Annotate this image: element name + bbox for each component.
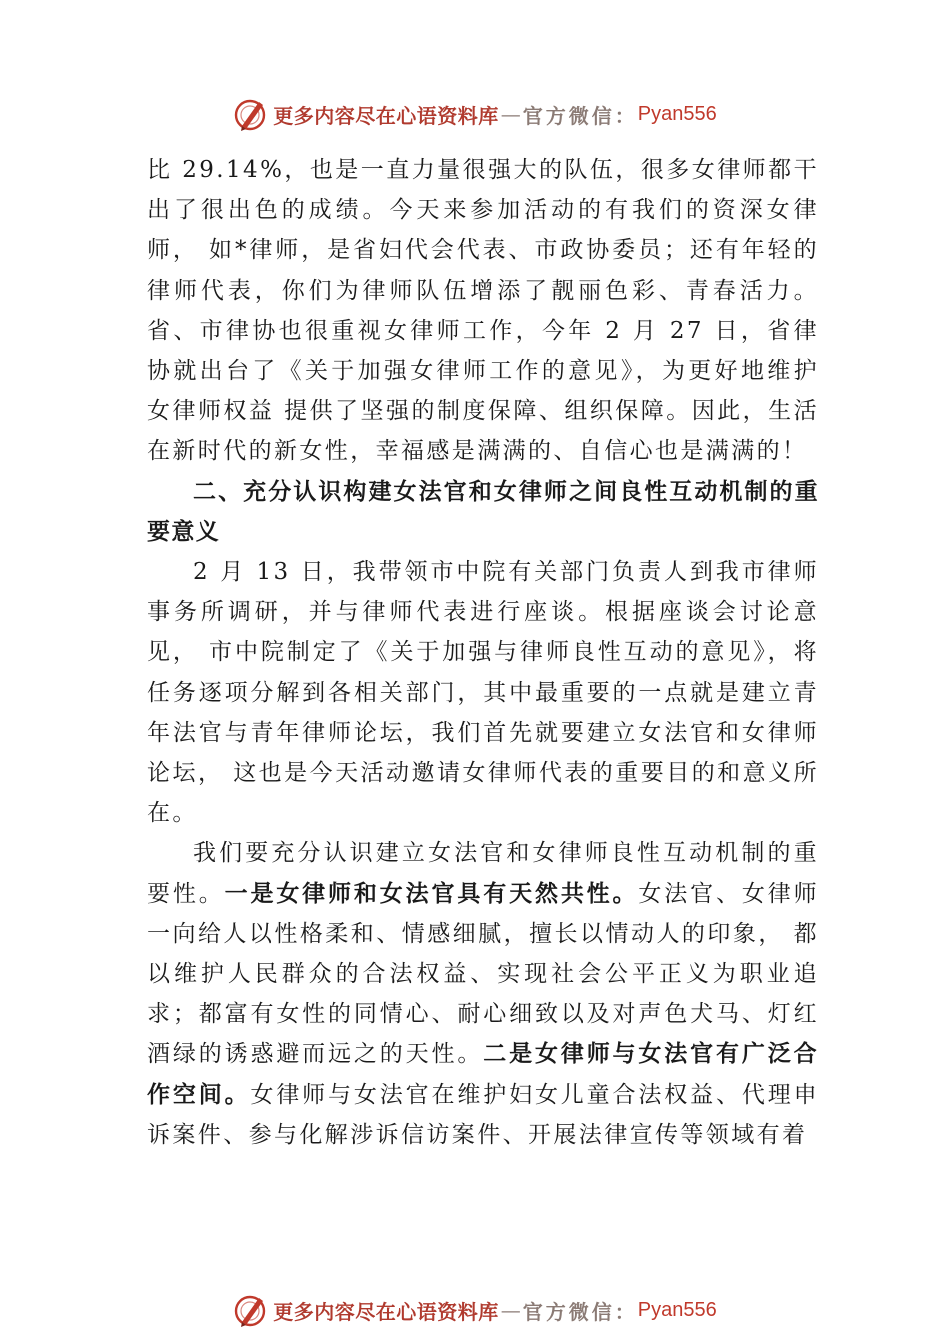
header-banner [0, 94, 950, 134]
pen-logo-icon [233, 96, 269, 132]
document-body [147, 150, 819, 1155]
banner-wechat-id: Pyan556 [637, 102, 717, 125]
point-1-heading: 一是女律师和女法官具有天然共性。 [224, 879, 639, 907]
paragraph-2: 2 月 13 日，我带领市中院有关部门负责人到我市律师事务所调研，并与律师代表进行座谈。根据座谈会讨论意见， 市中院制定了《关于加强与律师良性互动的意见》，将任务逐项分解到各相关部门，其中最重要的一点就是建立青年法官与青年律师论坛，我们首先就要建立女法官和女律师论坛， 这也是今天活动邀请女律师代表的重要目的和意义所在。 [147, 559, 819, 827]
section-heading-2: 二、充分认识构建女法官和女律师之间良性互动机制的重要意义 [147, 478, 819, 545]
banner-separator: — [500, 1298, 521, 1322]
point-2-text: 女律师与女法官在维护妇女儿童合法权益、代理申诉案件、参与化解涉诉信访案件、开展法律宣传等领域有着 [147, 1081, 819, 1148]
pen-logo-icon [233, 1292, 269, 1328]
banner-separator: — [500, 102, 521, 126]
footer-banner [0, 1290, 950, 1330]
paragraph-3 [147, 833, 819, 1155]
banner-title: 更多内容尽在心语资料库 [273, 1299, 499, 1324]
paragraph-1: 比 29.14%，也是一直力量很强大的队伍，很多女律师都干出了很出色的成绩。今天来参加活动的有我们的资深女律师， 如*律师，是省妇代会代表、市政协委员；还有年轻的律师代表，你们为律师队伍增添了靓丽色彩、青春活力。省、市律协也很重视女律师工作，今年 2 月 27 日，省律协就出台了《关于加强女律师工作的意见》，为更好地维护女律师权益 提供了坚强的制度保障、组织保障。因此，生活在新时代的新女性，幸福感是满满的、自信心也是满满的！ [147, 157, 819, 465]
banner-wechat-label: 官方微信： [522, 1299, 638, 1324]
banner-wechat-id: Pyan556 [637, 1298, 717, 1321]
banner-title: 更多内容尽在心语资料库 [273, 103, 499, 128]
paragraph-3-intro: 我们要充分认识建立女法官和女律师良性互动机制的重要性。 [147, 840, 819, 907]
point-1-text: 女法官、女律师一向给人以性格柔和、情感细腻，擅长以情动人的印象， 都以维护人民群众的合法权益、实现社会公平正义为职业追求；都富有女性的同情心、耐心细致以及对声色犬马、灯红酒绿的诱惑避而远之的天性。 [147, 880, 819, 1068]
point-2-heading: 二是女律师与女法官有广泛合作空间。 [147, 1040, 819, 1108]
banner-wechat-label: 官方微信： [522, 103, 638, 128]
